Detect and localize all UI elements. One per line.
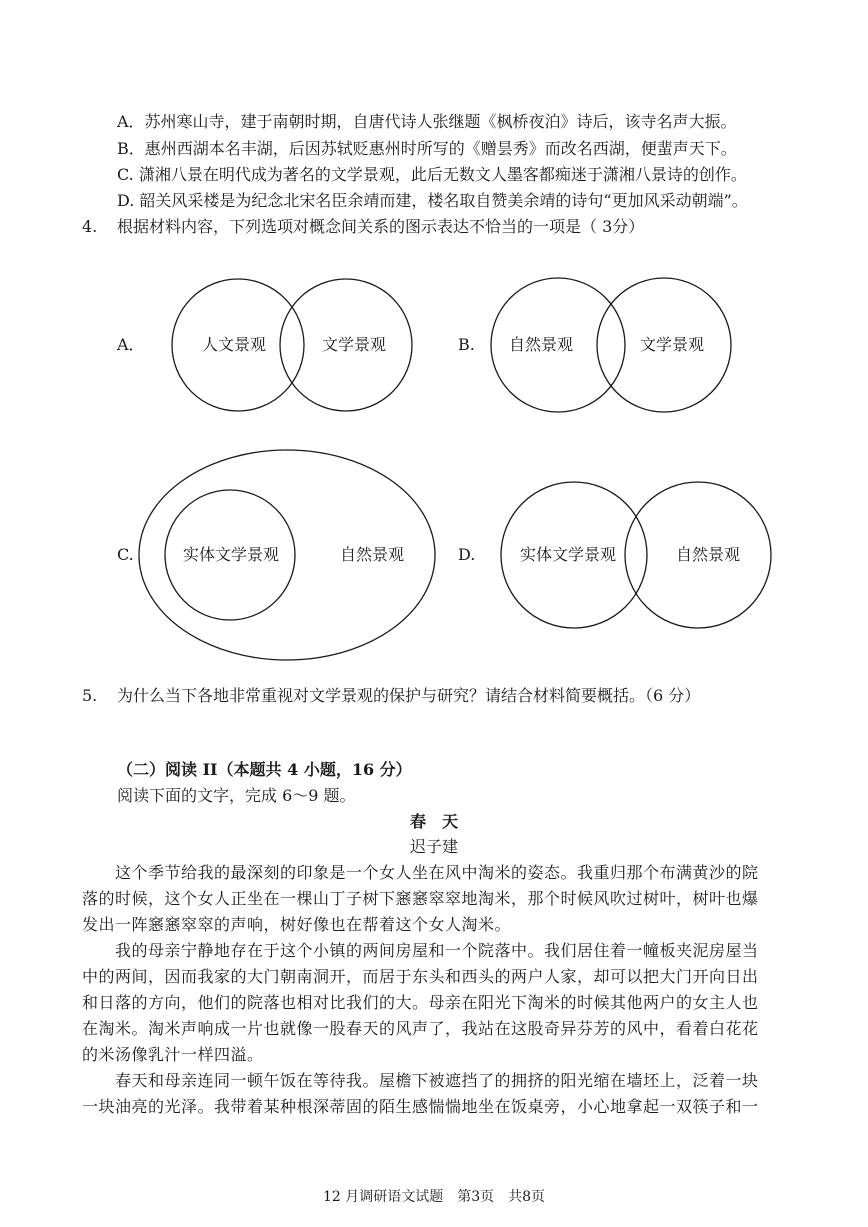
section2-instruction: 阅读下面的文字，完成 6～9 题。 — [117, 786, 356, 805]
q4-number: 4. — [82, 217, 98, 236]
q3-option-d: D. 韶关风采楼是为纪念北宋名臣余靖而建，楼名取自赞美余靖的诗句“更加风采动朝端”。 — [117, 191, 748, 210]
story-line: 落的时候，这个女人正坐在一棵山丁子树下窸窸窣窣地淘米，那个时候风吹过树叶，树叶也爆 — [82, 889, 759, 908]
diagram-c-outer-text: 自然景观 — [339, 545, 405, 564]
diagram-a-label: A． — [117, 335, 145, 354]
story-line: 我的母亲宁静地存在于这个小镇的两间房屋和一个院落中。我们居住着一幢板夹泥房屋当 — [82, 941, 759, 960]
q3-option-c: C. 潇湘八景在明代成为著名的文学景观，此后无数文人墨客都痴迷于潇湘八景诗的创作。 — [117, 165, 747, 184]
diagram-d-right-text: 自然景观 — [675, 545, 741, 564]
story-title: 春 天 — [409, 812, 458, 831]
q3-option-b: B．惠州西湖本名丰湖，后因苏轼贬惠州时所写的《赠昙秀》而改名西湖，便蜚声天下。 — [117, 139, 737, 158]
q3-option-a: A．苏州寒山寺，建于南朝时期，自唐代诗人张继题《枫桥夜泊》诗后，该寺名声大振。 — [117, 112, 737, 131]
diagram-d — [458, 482, 771, 628]
story-line: 一块油亮的光泽。我带着某种根深蒂固的陌生感惴惴地坐在饭桌旁，小心地拿起一双筷子和一 — [82, 1097, 759, 1116]
q5-text: 为什么当下各地非常重视对文学景观的保护与研究？请结合材料简要概括。（6 分） — [117, 686, 701, 705]
diagram-b-label: B. — [458, 335, 475, 354]
diagram-a-left-text: 人文景观 — [201, 335, 267, 354]
story-line: 的米汤像乳汁一样四溢。 — [82, 1045, 264, 1064]
story-line: 这个季节给我的最深刻的印象是一个女人坐在风中淘米的姿态。我重归那个布满黄沙的院 — [82, 863, 759, 882]
diagram-b-right-text: 文学景观 — [639, 335, 705, 354]
diagram-c-inner-text: 实体文学景观 — [182, 545, 280, 564]
story-line: 发出一阵窸窸窣窣的声响，树好像也在帮着这个女人淘米。 — [82, 915, 512, 934]
diagram-a — [116, 279, 412, 411]
story-line: 春天和母亲连同一顿午饭在等待我。屋檐下被遮挡了的拥挤的阳光缩在墙坯上，泛着一块 — [82, 1071, 759, 1090]
diagram-a-right-text: 文学景观 — [321, 335, 387, 354]
diagram-c-label: C. — [117, 545, 134, 564]
diagram-d-left-text: 实体文学景观 — [519, 545, 617, 564]
diagram-b — [458, 278, 731, 412]
story-line: 在淘米。淘米声响成一片也就像一股春天的风声了，我站在这股奇异芬芳的风中，看着白花花 — [82, 1019, 759, 1038]
story-author: 迟子建 — [409, 837, 458, 856]
story-line: 和日落的方向，他们的院落也相对比我们的大。母亲在阳光下淘米的时候其他两户的女主人也 — [82, 993, 759, 1012]
diagram-b-left-text: 自然景观 — [508, 335, 574, 354]
diagram-c — [117, 450, 435, 660]
venn-diagrams — [0, 260, 868, 700]
story-line: 中的两间，因而我家的大门朝南洞开，而居于东头和西头的两户人家，却可以把大门开向日出 — [82, 967, 759, 986]
q4-text: 根据材料内容，下列选项对概念间关系的图示表达不恰当的一项是（ 3分） — [117, 217, 645, 236]
page-footer: 12 月调研语文试题 第3页 共8页 — [322, 1189, 546, 1205]
diagram-d-label: D. — [458, 545, 476, 564]
section2-heading: （二）阅读 II（本题共 4 小题，16 分） — [117, 760, 412, 779]
q5-number: 5. — [82, 686, 98, 705]
